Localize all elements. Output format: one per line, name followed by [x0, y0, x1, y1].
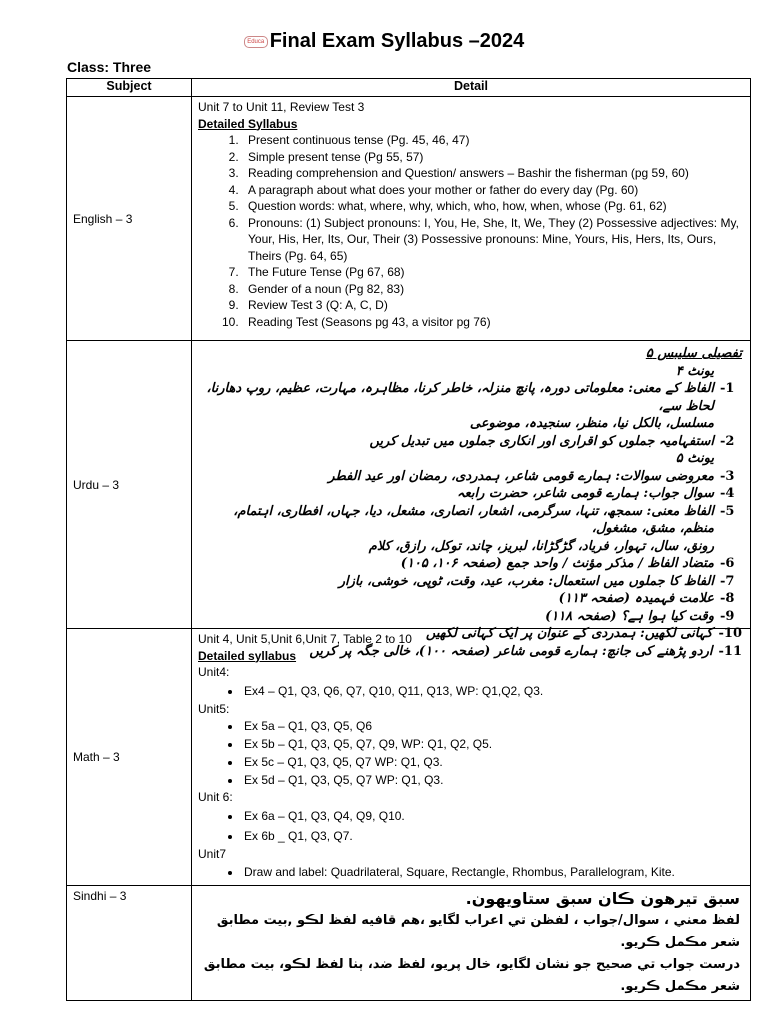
- list-item: 9. Review Test 3 (Q: A, C, D): [242, 297, 744, 314]
- sindhi-line-1: سبق تيرھون ڪان سبق ستاويھون.: [465, 889, 740, 908]
- urdu-line: [200, 538, 742, 556]
- urdu-line-text: یونٹ ۴: [675, 363, 714, 379]
- unit5-label: Unit5:: [198, 701, 230, 716]
- urdu-line: [200, 573, 742, 591]
- urdu-line: [200, 380, 742, 415]
- math-row: [67, 629, 751, 886]
- list-item: 1. Present continuous tense (Pg. 45, 46, 47): [242, 132, 744, 149]
- urdu-heading: تفصیلی سلیبس ۵: [645, 346, 742, 361]
- sindhi-line-2: لفظ معني ، سوال/جواب ، لفظن تي اعراب لگايو ،ھم قافيه لفظ لڪو ,بيت مطابق شعر مڪمل ڪريو.: [216, 913, 740, 950]
- list-item: • Draw and label: Quadrilateral, Square, Rectangle, Rhombus, Parallelogram, Kite.: [242, 862, 744, 882]
- urdu-line-number: [720, 450, 742, 468]
- list-item: 4. A paragraph about what does your mother or father do every day (Pg. 60): [242, 182, 744, 199]
- title-text: Final Exam Syllabus –2024: [269, 30, 525, 52]
- unit7-list: [198, 862, 744, 882]
- unit4-list: [198, 681, 744, 701]
- math-intro: Unit 4, Unit 5,Unit 6,Unit 7, Table 2 to 10: [198, 632, 412, 646]
- list-item: 7. The Future Tense (Pg 67, 68): [242, 264, 744, 281]
- list-item: • Ex 6b _ Q1, Q3, Q7.: [242, 826, 744, 846]
- urdu-line-number: [720, 415, 742, 433]
- urdu-line-number: 5-: [720, 503, 735, 519]
- urdu-line-number: 4-: [720, 486, 735, 501]
- list-item: 10. Reading Test (Seasons pg 43, a visitor pg 76): [242, 314, 744, 331]
- page-title: [0, 30, 768, 53]
- list-item: 6. Pronouns: (1) Subject pronouns: I, You, He, She, It, We, They (2) Possessive adjectives: My, Your, His, Her, Its, Our, Their (3) Possessive pronouns: Mine, Yours, His, Hers, Its, Ours, Theirs (Pg. 64, 65): [242, 215, 744, 265]
- urdu-line: [200, 590, 742, 608]
- urdu-line-number: 1-: [720, 381, 735, 396]
- sindhi-detail: [192, 886, 751, 1001]
- urdu-line: [200, 433, 742, 451]
- detail-header: Detail: [192, 79, 751, 97]
- english-detail: [192, 97, 751, 341]
- list-item: 2. Simple present tense (Pg 55, 57): [242, 149, 744, 166]
- urdu-line: [200, 468, 742, 486]
- sindhi-row: [67, 886, 751, 1001]
- urdu-line-number: 10-: [718, 626, 742, 641]
- list-item: • Ex 6a – Q1, Q3, Q4, Q9, Q10.: [242, 806, 744, 826]
- urdu-line-number: [720, 363, 742, 381]
- urdu-line-number: 3-: [720, 468, 735, 484]
- urdu-line-text: سوال جواب: ہمارے قومی شاعر، حضرت رابعہ: [456, 486, 714, 501]
- class-label: Class: Three: [67, 59, 152, 75]
- subject-header: Subject: [67, 79, 192, 97]
- urdu-line: [200, 503, 742, 538]
- unit7-label: Unit7: [198, 846, 227, 861]
- list-item: • Ex 5c – Q1, Q3, Q5, Q7 WP: Q1, Q3.: [242, 753, 744, 771]
- urdu-line-text: رونق، سال، تہوار، فریاد، گڑگڑانا، لبریز، چاند، توکل، رازق، کلام: [368, 538, 714, 554]
- urdu-line-text: استفہامیہ جملوں کو اقراری اور انکاری جملوں میں تبدیل کریں: [369, 433, 714, 449]
- urdu-line-number: 8-: [720, 591, 735, 606]
- sindhi-line-3: درست جواب تي صحيح جو نشان لگايو، خال پريو، لفظ ضد، ٻنا لفظ لڪو، بيت مطابق شعر مڪمل ڪريو.: [203, 957, 740, 994]
- english-intro: Unit 7 to Unit 11, Review Test 3: [198, 100, 365, 114]
- urdu-subject: Urdu – 3: [67, 341, 192, 629]
- urdu-line-text: وقت کیا ہوا ہے؟ (صفحہ ۱۱۸): [545, 608, 714, 624]
- urdu-line-number: 2-: [720, 433, 735, 449]
- urdu-line-text: الفاظ کے معنی: معلوماتی دورہ، پانچ منزلہ، خاطر کرنا، مظاہرہ، مہارت، عظیم، روپ دھارنا، لحاظ سے،: [206, 381, 714, 414]
- unit6-list: [198, 806, 744, 846]
- urdu-line: [200, 363, 742, 381]
- urdu-line-text: الفاظ کا جملوں میں استعمال: مغرب، عید، وقت، ٹوپی، خوشی، بازار: [338, 573, 714, 589]
- urdu-line: [200, 415, 742, 433]
- list-item: • Ex 5a – Q1, Q3, Q5, Q6: [242, 717, 744, 735]
- math-heading: Detailed syllabus: [198, 648, 297, 663]
- sindhi-subject: Sindhi – 3: [67, 886, 192, 1001]
- urdu-line-number: [720, 538, 742, 556]
- list-item: • Ex 5b – Q1, Q3, Q5, Q7, Q9, WP: Q1, Q2, Q5.: [242, 735, 744, 753]
- urdu-line-text: مسلسل، بالکل نیا، منظر، سنجیدہ، موضوعی: [469, 416, 714, 431]
- urdu-line-number: 9-: [720, 608, 735, 624]
- urdu-line: [200, 608, 742, 626]
- math-subject: Math – 3: [67, 629, 192, 886]
- math-detail: [192, 629, 751, 886]
- urdu-line-number: 6-: [720, 556, 735, 571]
- list-item: 8. Gender of a noun (Pg 82, 83): [242, 281, 744, 298]
- urdu-line: [200, 450, 742, 468]
- unit5-list: [198, 717, 744, 789]
- list-item: • Ex 5d – Q1, Q3, Q5, Q7 WP: Q1, Q3.: [242, 771, 744, 789]
- urdu-line-text: کہانی لکھیں: ہمدردی کے عنوان پر ایک کہانی لکھیں: [425, 626, 713, 641]
- list-item: 5. Question words: what, where, why, which, who, how, when, whose (Pg. 61, 62): [242, 198, 744, 215]
- urdu-line-text: اردو پڑھنے کی جانچ: ہمارے قومی شاعر (صفحہ ۱۰۰)، خالی جگہ پر کریں: [309, 643, 713, 659]
- english-heading: Detailed Syllabus: [198, 116, 298, 131]
- urdu-line-text: یونٹ ۵: [675, 451, 714, 466]
- list-item: 3. Reading comprehension and Question/ answers – Bashir the fisherman (pg 59, 60): [242, 165, 744, 182]
- header-row: [67, 79, 751, 97]
- urdu-line-text: الفاظ معنی: سمجھ، تنہا، سرگرمی، اشعار، انصاری، مشعل، دیا، جہاں، افطاری، اہتمام، منظم، مشق، مشغول،: [233, 503, 714, 536]
- urdu-line-text: معروضی سوالات: ہمارے قومی شاعر، ہمدردی، رمضان اور عید الفطر: [328, 468, 714, 484]
- urdu-line: [200, 555, 742, 573]
- syllabus-table: [66, 78, 751, 1001]
- urdu-line-number: 7-: [720, 573, 735, 589]
- urdu-line-text: متضاد الفاظ / مذکر مؤنث / واحد جمع (صفحہ ۱۰۶، ۱۰۵): [400, 556, 714, 571]
- list-item: • Ex4 – Q1, Q3, Q6, Q7, Q10, Q11, Q13, WP: Q1,Q2, Q3.: [242, 681, 744, 701]
- urdu-line: [200, 485, 742, 503]
- urdu-row: [67, 341, 751, 629]
- unit4-label: Unit4:: [198, 665, 230, 679]
- urdu-line-number: 11-: [718, 643, 742, 659]
- english-subject: English – 3: [67, 97, 192, 341]
- unit6-label: Unit 6:: [198, 790, 233, 804]
- urdu-line-text: علامت فہمیدہ (صفحہ ۱۱۳): [558, 591, 714, 606]
- school-logo: Educa: [244, 36, 268, 48]
- english-list: [198, 132, 744, 330]
- english-row: [67, 97, 751, 341]
